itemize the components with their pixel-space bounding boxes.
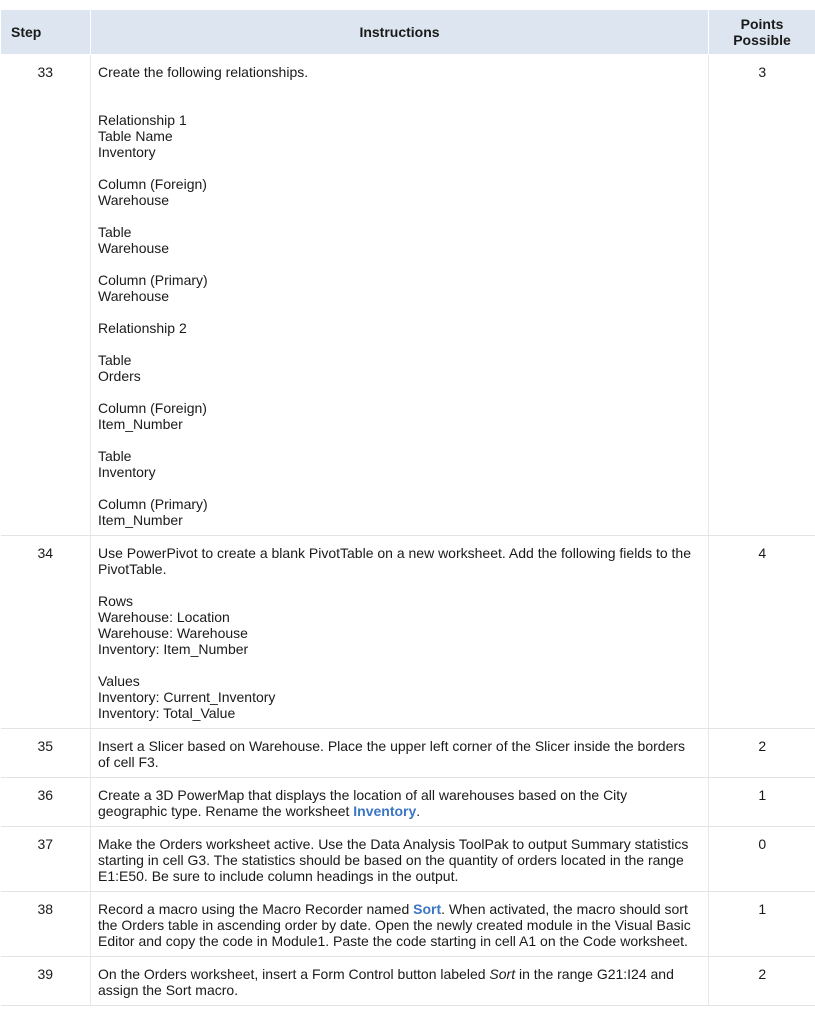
points-value: 4 xyxy=(709,536,815,729)
table-row xyxy=(1,827,815,892)
instruction-text: Column (Foreign) Warehouse xyxy=(98,176,207,208)
macro-name-highlight: Sort xyxy=(413,901,442,917)
instruction-text-part: . xyxy=(416,803,421,819)
points-value: 0 xyxy=(709,827,815,892)
instruction-text-part: in the range G21:I24 and assign the Sort macro. xyxy=(98,966,674,998)
instruction-text: Insert a Slicer based on Warehouse. Place the upper left corner of the Slicer inside the borders of cell F3. xyxy=(98,738,686,770)
instruction-text: Table Warehouse xyxy=(98,224,170,256)
instruction-cell xyxy=(91,892,709,957)
header-points-line2: Possible xyxy=(733,32,791,48)
step-number: 34 xyxy=(1,536,91,729)
instruction-text: Column (Foreign) Item_Number xyxy=(98,400,207,432)
points-value: 2 xyxy=(709,729,815,778)
instruction-text: Column (Primary) Item_Number xyxy=(98,496,208,528)
step-number: 35 xyxy=(1,729,91,778)
instruction-cell xyxy=(91,957,709,1006)
points-value: 1 xyxy=(709,892,815,957)
instruction-text: Table Inventory xyxy=(98,448,156,480)
instruction-text xyxy=(98,901,700,949)
instruction-text: Table Orders xyxy=(98,352,141,384)
step-number: 38 xyxy=(1,892,91,957)
header-points-possible xyxy=(709,10,815,55)
instruction-text: Values Inventory: Current_Inventory Inventory: Total_Value xyxy=(98,673,276,721)
instruction-text-part: On the Orders worksheet, insert a Form Control button labeled xyxy=(98,966,490,982)
instruction-text: Relationship 2 xyxy=(98,320,187,336)
button-label-italic: Sort xyxy=(489,966,516,982)
instruction-text: Use PowerPivot to create a blank PivotTable on a new worksheet. Add the following fields to the PivotTable. xyxy=(98,545,692,577)
step-number: 39 xyxy=(1,957,91,1006)
instruction-text-part: Record a macro using the Macro Recorder named xyxy=(98,901,414,917)
header-step: Step xyxy=(1,10,91,55)
instruction-text xyxy=(98,966,700,998)
instruction-text: Column (Primary) Warehouse xyxy=(98,272,208,304)
instruction-text-part: . When activated, the macro should sort the Orders table in ascending order by date. Open the newly created module in the Visual Basic Editor and copy the code in Module1. Paste the code starting in cell A1 on the Code worksheet. xyxy=(98,901,691,949)
instruction-text: Create the following relationships. xyxy=(98,64,309,80)
header-points-line1: Points xyxy=(740,16,784,32)
table-row xyxy=(1,536,815,729)
table-row xyxy=(1,55,815,536)
instruction-text: Relationship 1 Table Name Inventory xyxy=(98,112,187,160)
instruction-cell xyxy=(91,55,709,536)
step-number: 36 xyxy=(1,778,91,827)
table-row xyxy=(1,957,815,1006)
table-row xyxy=(1,729,815,778)
points-value: 2 xyxy=(709,957,815,1006)
points-value: 1 xyxy=(709,778,815,827)
step-number: 37 xyxy=(1,827,91,892)
instruction-cell xyxy=(91,536,709,729)
instructions-table-container xyxy=(0,9,815,1006)
step-number: 33 xyxy=(1,55,91,536)
header-instructions: Instructions xyxy=(91,10,709,55)
worksheet-name-highlight: Inventory xyxy=(353,803,417,819)
instruction-cell xyxy=(91,778,709,827)
instructions-table xyxy=(0,9,815,1006)
instruction-text: Make the Orders worksheet active. Use the Data Analysis ToolPak to output Summary statistics starting in cell G3. The statistics should be based on the quantity of orders located in the range E1:E50. Be sure to include column headings in the output. xyxy=(98,836,689,884)
instruction-text xyxy=(98,787,700,819)
instruction-cell xyxy=(91,827,709,892)
points-value: 3 xyxy=(709,55,815,536)
instruction-cell xyxy=(91,729,709,778)
header-row xyxy=(1,10,815,55)
table-row xyxy=(1,778,815,827)
table-row xyxy=(1,892,815,957)
instruction-text: Rows Warehouse: Location Warehouse: Warehouse Inventory: Item_Number xyxy=(98,593,249,657)
instruction-text-part: Create a 3D PowerMap that displays the location of all warehouses based on the City geographic type. Rename the worksheet xyxy=(98,787,628,819)
